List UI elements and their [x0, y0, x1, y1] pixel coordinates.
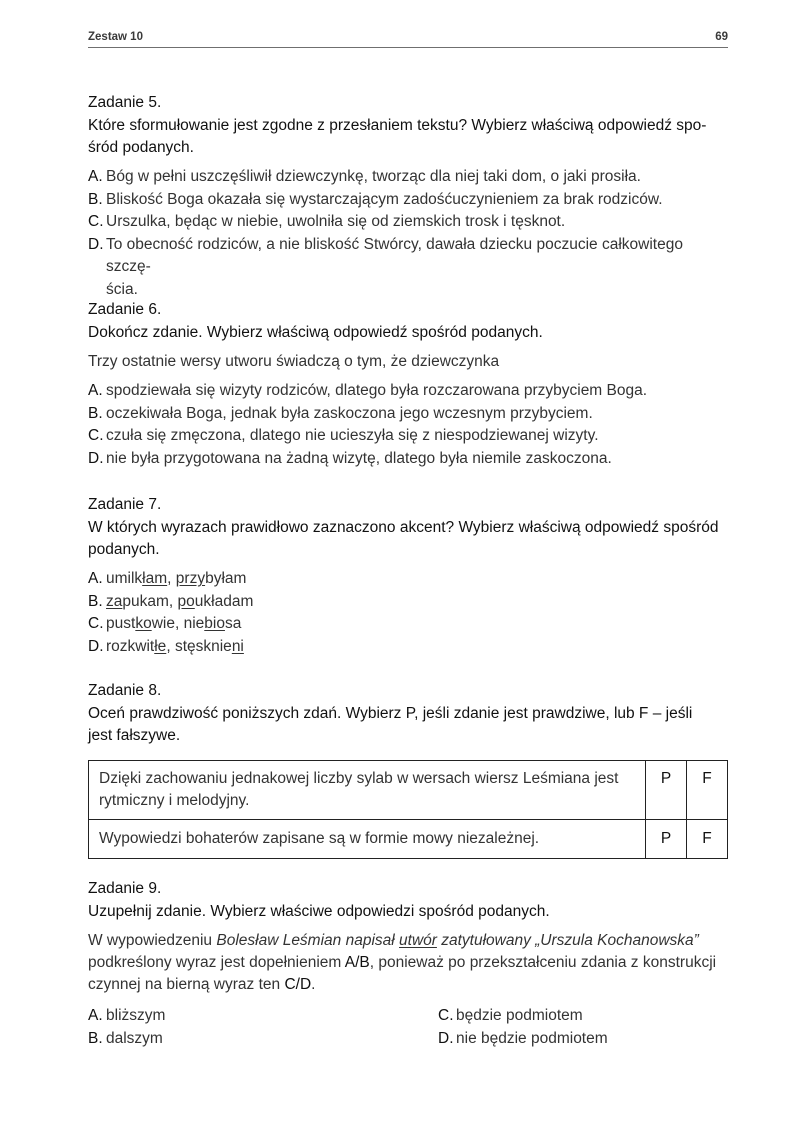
section-label: Zestaw 10 — [88, 31, 143, 43]
table-row — [89, 761, 728, 820]
task-title: Zadanie 5. — [88, 94, 162, 111]
page-header — [88, 28, 728, 48]
answer-option[interactable]: A. Bóg w pełni uszczęśliwił dziewczynkę, tworząc dla niej taki dom, o jaki prosiła. — [88, 168, 641, 185]
answer-option[interactable]: B. Bliskość Boga okazała się wystarczającym zadośćuczynieniem za brak rodziców. — [88, 190, 663, 208]
answer-option[interactable]: D. rozkwitłe, stęsknieni — [88, 637, 244, 655]
stressed-syllable: łe — [154, 637, 167, 655]
task-command: Oceń prawdziwość poniższych zdań. Wybierz P, jeśli zdanie jest prawdziwe, lub F – jeśli jest fałszywe. — [88, 705, 693, 744]
answer-option[interactable]: C. będzie podmiotem — [438, 1007, 583, 1024]
answer-option[interactable]: B. oczekiwała Boga, jednak była zaskoczona jego wczesnym przybyciem. — [88, 404, 593, 422]
task-title: Zadanie 9. — [88, 880, 162, 897]
answer-option[interactable]: A. spodziewała się wizyty rodziców, dlatego była rozczarowana przybyciem Boga. — [88, 382, 648, 399]
stressed-syllable: ni — [231, 637, 244, 655]
answer-option[interactable]: B. zapukam, poukładam — [88, 592, 254, 610]
answer-options — [88, 568, 728, 658]
statement-cell: Wypowiedzi bohaterów zapisane są w formie mowy niezależnej. — [89, 820, 646, 859]
answer-option[interactable]: C. czuła się zmęczona, dlatego nie ucieszyła się z niespodziewanej wizyty. — [88, 427, 599, 444]
false-option[interactable]: F — [687, 761, 728, 820]
choice-ab[interactable]: A/B — [344, 954, 370, 971]
task-title: Zadanie 8. — [88, 682, 162, 699]
task-7 — [88, 494, 728, 658]
stressed-syllable: przy — [175, 570, 206, 587]
answer-options — [88, 1005, 728, 1051]
answer-option[interactable]: D. nie była przygotowana na żadną wizytę, dlatego była niemile zaskoczona. — [88, 449, 612, 467]
answer-option[interactable]: A. bliższym — [88, 1007, 166, 1024]
statement-cell: Dzięki zachowaniu jednakowej liczby sylab w wersach wiersz Leśmiana jest rytmiczny i melodyjny. — [89, 761, 646, 820]
underlined-word: utwór — [399, 932, 437, 949]
task-title: Zadanie 6. — [88, 301, 162, 318]
stressed-syllable: po — [177, 592, 195, 610]
answer-option[interactable]: D. nie będzie podmiotem — [438, 1029, 608, 1047]
answer-option[interactable]: A. umilkłam, przybyłam — [88, 570, 247, 587]
task-5 — [88, 92, 728, 301]
answer-option[interactable]: D. To obecność rodziców, a nie bliskość Stwórcy, dawała dziecku poczucie całkowitego szczę- ścia. — [88, 235, 683, 298]
choice-cd[interactable]: C/D — [284, 976, 312, 993]
stressed-syllable: łam — [142, 570, 168, 587]
task-8 — [88, 680, 728, 859]
task-command: Dokończ zdanie. Wybierz właściwą odpowiedź spośród podanych. — [88, 324, 543, 341]
table-row — [89, 820, 728, 859]
task-title: Zadanie 7. — [88, 496, 162, 513]
options-column-left — [88, 1005, 165, 1050]
task-9 — [88, 878, 728, 1051]
page-number: 69 — [715, 31, 728, 43]
task-command: Uzupełnij zdanie. Wybierz właściwe odpowiedzi spośród podanych. — [88, 903, 550, 920]
task-intro: W wypowiedzeniu Bolesław Leśmian napisał utwór zatytułowany „Urszula Kochanowska” podkreślony wyraz jest dopełnieniem A/B, ponieważ po przekształceniu zdania z konstrukcji czynnej na bierną wyraz ten C/D. — [88, 932, 717, 993]
answer-option[interactable]: C. pustkowie, niebiosa — [88, 615, 242, 632]
task-intro: Trzy ostatnie wersy utworu świadczą o tym, że dziewczynka — [88, 353, 500, 370]
stressed-syllable: bio — [204, 615, 225, 632]
answer-option[interactable]: C. Urszulka, będąc w niebie, uwolniła się od ziemskich trosk i tęsknot. — [88, 213, 566, 230]
answer-options — [88, 166, 728, 301]
true-false-table — [88, 760, 728, 859]
answer-option[interactable]: B. dalszym — [88, 1029, 163, 1047]
stressed-syllable: za — [106, 592, 123, 610]
answer-options — [88, 380, 728, 470]
stressed-syllable: ko — [135, 615, 152, 632]
task-6 — [88, 299, 728, 470]
task-command: Które sformułowanie jest zgodne z przesłaniem tekstu? Wybierz właściwą odpowiedź spo- śród podanych. — [88, 117, 707, 156]
true-option[interactable]: P — [646, 820, 687, 859]
task-command: W których wyrazach prawidłowo zaznaczono akcent? Wybierz właściwą odpowiedź spośród podanych. — [88, 519, 719, 558]
true-option[interactable]: P — [646, 761, 687, 820]
false-option[interactable]: F — [687, 820, 728, 859]
options-column-right — [438, 1005, 608, 1050]
